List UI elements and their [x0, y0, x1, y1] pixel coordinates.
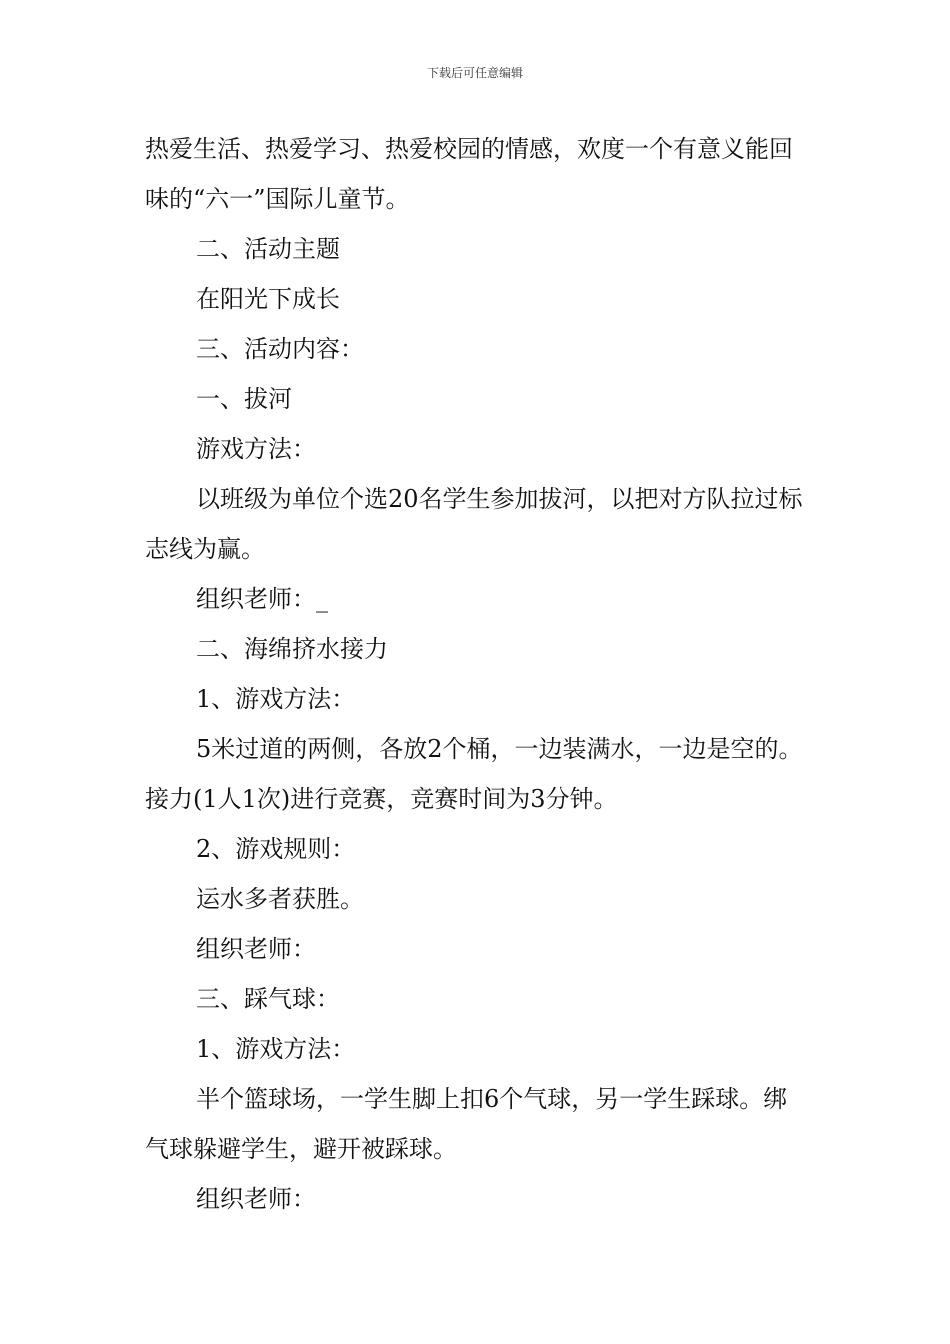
label-game-rules: 2、游戏规则：	[196, 835, 356, 863]
paragraph-sponge-relay-method: 5米过道的两侧，各放2个桶，一边装满水，一边是空的。接力(1人1次)进行竞赛，竞赛时间为3分钟。	[145, 735, 803, 813]
document-body	[145, 124, 810, 1224]
paragraph-intro: 热爱生活、热爱学习、热爱校园的情感，欢度一个有意义能回味的“六一”国际儿童节。	[145, 135, 793, 213]
heading-balloon-stomp: 三、踩气球：	[196, 985, 340, 1013]
heading-sponge-relay: 二、海绵挤水接力	[196, 635, 388, 663]
paragraph-sponge-relay-rules: 运水多者获胜。	[196, 885, 364, 913]
label-game-method: 1、游戏方法：	[196, 685, 356, 713]
paragraph-theme: 在阳光下成长	[196, 285, 340, 313]
paragraph-tug-of-war-method: 以班级为单位个选20名学生参加拔河，以把对方队拉过标志线为赢。	[145, 485, 803, 563]
label-organizer: 组织老师：_	[196, 585, 328, 613]
heading-activity-theme: 二、活动主题	[196, 235, 340, 263]
heading-tug-of-war: 一、拔河	[196, 385, 292, 413]
heading-activity-content: 三、活动内容：	[196, 335, 364, 363]
label-organizer: 组织老师：	[196, 1185, 316, 1213]
label-game-method: 游戏方法：	[196, 435, 316, 463]
label-organizer: 组织老师：	[196, 935, 316, 963]
page-header: 下载后可任意编辑	[426, 66, 523, 80]
label-game-method: 1、游戏方法：	[196, 1035, 356, 1063]
paragraph-balloon-stomp-method: 半个篮球场，一学生脚上扣6个气球，另一学生踩球。绑气球躲避学生，避开被踩球。	[145, 1085, 788, 1163]
